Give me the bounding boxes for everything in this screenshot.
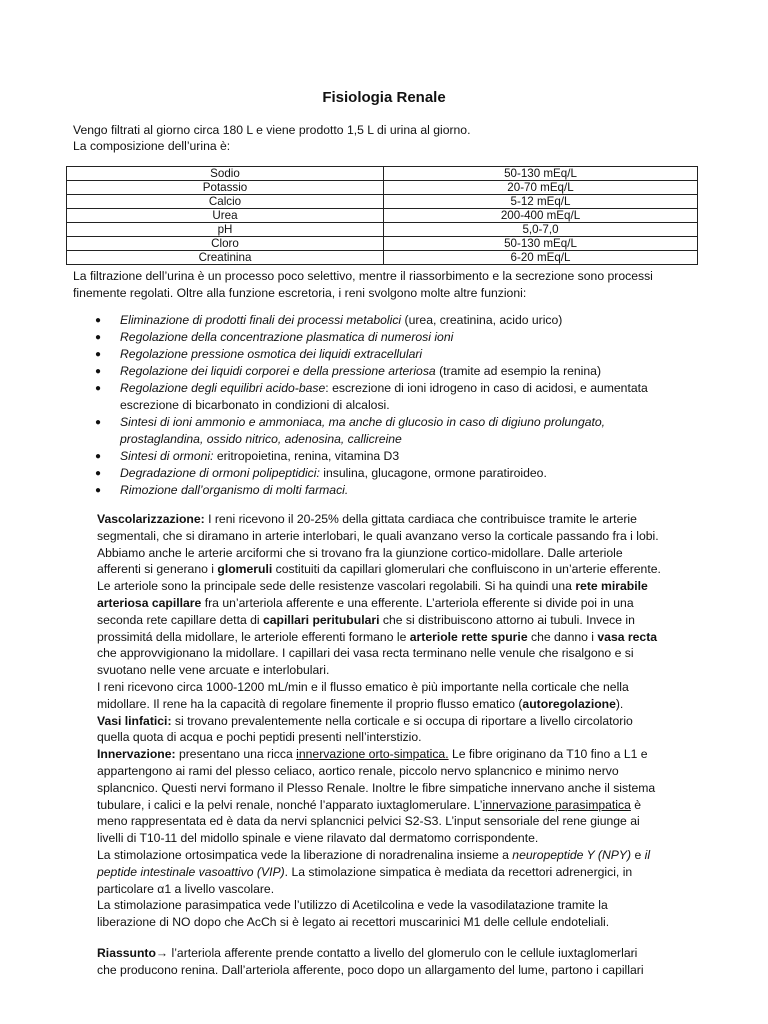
table-cell-value: 5-12 mEq/L bbox=[384, 195, 698, 209]
text-line bbox=[97, 578, 699, 595]
table-row bbox=[67, 237, 698, 251]
table-cell-value: 5,0-7,0 bbox=[384, 223, 698, 237]
bold-term: arteriole rette spurie bbox=[409, 629, 528, 644]
italic-text: Sintesi di ormoni: bbox=[120, 449, 214, 463]
text-line: La filtrazione dell’urina è un processo poco selettivo, mentre il riassorbimento e la secrezione sono processi bbox=[73, 269, 653, 283]
text-line: splancnico. Questi nervi formano il Plesso Renale. Inoltre le fibre simpatiche innervano anche il sistema bbox=[97, 780, 656, 795]
intro-line: Vengo filtrati al giorno circa 180 L e viene prodotto 1,5 L di urina al giorno. bbox=[73, 123, 471, 137]
italic-text: peptide intestinale vasoattivo (VIP) bbox=[97, 864, 285, 879]
text-line: segmentali, che si diramano in arterie interlobari, le quali avanzano verso la corticale passando fra i lobi. bbox=[97, 528, 659, 543]
italic-text: Regolazione della concentrazione plasmatica di numerosi ioni bbox=[120, 330, 454, 344]
text-line bbox=[97, 696, 699, 713]
bullet-icon: ● bbox=[95, 417, 102, 428]
page-title: Fisiologia Renale bbox=[322, 89, 446, 106]
text-line bbox=[97, 511, 699, 528]
table-cell-value: 50-130 mEq/L bbox=[384, 237, 698, 251]
italic-text: Regolazione degli equilibri acido-base bbox=[120, 381, 326, 395]
list-item bbox=[73, 312, 683, 329]
text-line bbox=[97, 797, 699, 814]
bullet-icon: ● bbox=[95, 383, 102, 394]
table-cell-name: Sodio bbox=[67, 167, 384, 181]
table-row bbox=[67, 195, 698, 209]
text: tubulare, i calici e la pelvi renale, nonché l’apparato iuxtaglomerulare. L’ bbox=[97, 797, 483, 812]
text: Le arteriole sono la principale sede delle resistenze vascolari regolabili. Si ha quindi una bbox=[97, 579, 576, 594]
bullet-icon: ● bbox=[95, 315, 102, 326]
bold-term: arteriosa capillare bbox=[97, 595, 202, 610]
text-line: meno rappresentata ed è data da nervi splancnici pelvici S2-S3. L’input sensoriale del rene giunge ai bbox=[97, 814, 640, 829]
italic-text: Rimozione dall’organismo di molti farmaci. bbox=[120, 483, 349, 497]
text: afferenti si generano i bbox=[97, 562, 218, 577]
text: La stimolazione ortosimpatica vede la liberazione di noradrenalina insieme a bbox=[97, 847, 513, 862]
text: che danno i bbox=[527, 629, 598, 644]
bold-term: vasa recta bbox=[597, 629, 658, 644]
filtration-paragraph bbox=[73, 268, 713, 302]
list-item bbox=[73, 380, 683, 414]
bold-term: glomeruli bbox=[217, 562, 273, 577]
text: ). bbox=[615, 696, 624, 711]
table-cell-name: pH bbox=[67, 223, 384, 237]
text-line bbox=[97, 629, 699, 646]
list-item bbox=[73, 363, 683, 380]
text-line: I reni ricevono circa 1000-1200 mL/min e il flusso ematico è più importante nella corticale che nella bbox=[97, 679, 629, 694]
bold-term: rete mirabile bbox=[575, 579, 648, 594]
text-line bbox=[97, 713, 699, 730]
table-cell-name: Creatinina bbox=[67, 251, 384, 265]
text-line: quella quota di acqua e pochi peptidi presenti nell’interstizio. bbox=[97, 730, 422, 745]
paragraph-gap bbox=[97, 931, 699, 945]
text: seconda rete capillare detta di bbox=[97, 612, 263, 627]
underlined-term: innervazione parasimpatica bbox=[482, 797, 631, 812]
table-cell-name: Urea bbox=[67, 209, 384, 223]
text-line bbox=[97, 561, 699, 578]
text-line: che approvvigionano la midollare. I capillari dei vasa recta terminano nelle venule che risalgono e si bbox=[97, 646, 634, 661]
list-item bbox=[73, 482, 683, 499]
text-line: Abbiamo anche le arterie arciformi che si trovano fra la giunzione cortico-midollare. Dalle arteriole bbox=[97, 545, 623, 560]
table-cell-value: 6-20 mEq/L bbox=[384, 251, 698, 265]
text: prossimitá della midollare, le arteriole efferenti formano le bbox=[97, 629, 410, 644]
kidney-functions-list bbox=[73, 312, 683, 499]
italic-text: Sintesi di ioni ammonio e ammoniaca, ma anche di glucosio in caso di digiuno prolungato, bbox=[120, 415, 606, 429]
text-line: appartengono ai rami del plesso celiaco, aortico renale, piccolo nervo splancnico e minimo nervo bbox=[97, 763, 619, 778]
text-line bbox=[97, 612, 699, 629]
text-line: svuotano nelle vene arcuate e interlobulari. bbox=[97, 663, 330, 678]
table-cell-name: Calcio bbox=[67, 195, 384, 209]
italic-text: Regolazione dei liquidi corporei e della pressione arteriosa bbox=[120, 364, 436, 378]
text-line: finemente regolati. Oltre alla funzione escretoria, i reni svolgono molte altre funzioni: bbox=[73, 286, 527, 300]
bullet-icon: ● bbox=[95, 332, 102, 343]
italic-text: Degradazione di ormoni polipeptidici: bbox=[120, 466, 320, 480]
text: Le fibre originano da T10 fino a L1 e bbox=[448, 747, 648, 762]
text-line bbox=[97, 864, 699, 881]
text-line: che producono renina. Dall’arteriola afferente, poco dopo un allargamento del lume, partono i capillari bbox=[97, 962, 644, 977]
list-item bbox=[73, 448, 683, 465]
table-cell-name: Potassio bbox=[67, 181, 384, 195]
text-line bbox=[97, 945, 699, 962]
table-cell-value: 20-70 mEq/L bbox=[384, 181, 698, 195]
text-line bbox=[97, 847, 699, 864]
table-row bbox=[67, 167, 698, 181]
text-line: La stimolazione parasimpatica vede l’utilizzo di Acetilcolina e vede la vasodilatazione tramite la bbox=[97, 898, 608, 913]
section-heading: Innervazione: bbox=[97, 747, 176, 762]
table-cell-value: 50-130 mEq/L bbox=[384, 167, 698, 181]
bullet-icon: ● bbox=[95, 366, 102, 377]
intro-paragraph bbox=[73, 122, 703, 154]
text: I reni ricevono il 20-25% della gittata cardiaca che contribuisce tramite le arterie bbox=[204, 512, 637, 526]
bullet-icon: ● bbox=[95, 349, 102, 360]
text: escrezione di bicarbonato in condizioni di alcalosi. bbox=[120, 398, 390, 412]
arrow-right-icon: → bbox=[155, 945, 169, 960]
text-line: particolare α1 a livello vascolare. bbox=[97, 881, 275, 896]
text: fra un’arteriola afferente e una efferente. L’arteriola efferente si divide poi in una bbox=[201, 595, 634, 610]
text: eritropoietina, renina, vitamina D3 bbox=[213, 449, 400, 463]
text: l’arteriola afferente prende contatto a livello del glomerulo con le cellule iuxtaglomerlari bbox=[168, 945, 638, 960]
table-cell-value: 200-400 mEq/L bbox=[384, 209, 698, 223]
italic-text: prostaglandina, ossido nitrico, adenosina, callicreine bbox=[120, 432, 402, 446]
text: costituiti da capillari glomerulari che confluiscono in un’arterie efferente. bbox=[272, 562, 661, 577]
text-line: livelli di T10-11 del midollo spinale e viene rilavato dal dermatomo corrispondente. bbox=[97, 831, 539, 846]
italic-text: Eliminazione di prodotti finali dei processi metabolici bbox=[120, 313, 402, 327]
text: . La stimolazione simpatica è mediata da recettori adrenergici, in bbox=[284, 864, 633, 879]
section-heading: Vasi linfatici: bbox=[97, 713, 172, 728]
text: è bbox=[630, 797, 642, 812]
text: e bbox=[631, 847, 645, 862]
text: presentano una ricca bbox=[175, 747, 297, 762]
italic-text: neuropeptide Y (NPY) bbox=[512, 847, 632, 862]
text: midollare. Il rene ha la capacità di regolare finemente il proprio flusso ematico ( bbox=[97, 696, 523, 711]
bullet-icon: ● bbox=[95, 485, 102, 496]
text: si trovano prevalentemente nella corticale e si occupa di riportare a livello circolatorio bbox=[171, 713, 633, 728]
section-heading: Vascolarizzazione: bbox=[97, 512, 205, 526]
underlined-term: innervazione orto-simpatica. bbox=[296, 747, 449, 762]
text: : escrezione di ioni idrogeno in caso di acidosi, e aumentata bbox=[325, 381, 648, 395]
text: che si distribuiscono attorno ai tubuli. Invece in bbox=[379, 612, 635, 627]
text: (urea, creatinina, acido urico) bbox=[401, 313, 563, 327]
list-item bbox=[73, 465, 683, 482]
italic-text: il bbox=[644, 847, 651, 862]
table-row bbox=[67, 251, 698, 265]
intro-line: La composizione dell’urina è: bbox=[73, 139, 231, 153]
table-row bbox=[67, 209, 698, 223]
bold-term: capillari peritubulari bbox=[263, 612, 380, 627]
bullet-icon: ● bbox=[95, 468, 102, 479]
urine-composition-table bbox=[66, 166, 698, 265]
list-item bbox=[73, 346, 683, 363]
table-row bbox=[67, 181, 698, 195]
text: insulina, glucagone, ormone paratiroideo. bbox=[319, 466, 547, 480]
text-line bbox=[97, 746, 699, 763]
list-item bbox=[73, 329, 683, 346]
bold-term: autoregolazione bbox=[522, 696, 616, 711]
text-line: liberazione di NO dopo che AcCh si è legato ai recettori muscarinici M1 delle cellule endoteliali. bbox=[97, 915, 610, 930]
text-line bbox=[97, 595, 699, 612]
text: (tramite ad esempio la renina) bbox=[435, 364, 601, 378]
body-text bbox=[97, 511, 699, 979]
bullet-icon: ● bbox=[95, 451, 102, 462]
list-item bbox=[73, 414, 683, 448]
table-row bbox=[67, 223, 698, 237]
section-heading: Riassunto bbox=[97, 945, 156, 960]
table-cell-name: Cloro bbox=[67, 237, 384, 251]
italic-text: Regolazione pressione osmotica dei liquidi extracellulari bbox=[120, 347, 423, 361]
